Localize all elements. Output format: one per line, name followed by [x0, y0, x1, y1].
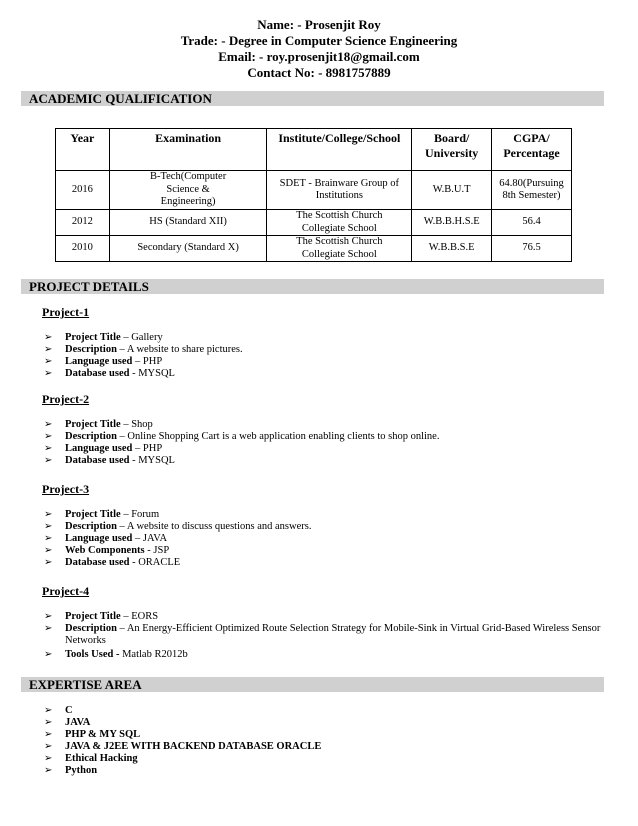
- list-item: ➢ Language used – JAVA: [44, 533, 168, 544]
- list-item: ➢ Project Title – Gallery: [44, 332, 163, 343]
- cell-board: W.B.B.H.S.E: [412, 210, 492, 236]
- list-item: ➢ C: [44, 705, 73, 716]
- email-line: Email: - roy.prosenjit18@gmail.com: [218, 49, 420, 64]
- list-item: ➢ Description – Online Shopping Cart is a web application enabling clients to shop online.: [44, 431, 440, 442]
- arrow-bullet-icon: ➢: [44, 356, 53, 367]
- project-2-details: [44, 419, 439, 467]
- trade-line: Trade: - Degree in Computer Science Engineering: [180, 33, 458, 48]
- list-item: ➢ Python: [44, 765, 98, 776]
- cell-year: 2012: [56, 210, 110, 236]
- arrow-bullet-icon: ➢: [44, 765, 53, 776]
- list-item: ➢ Ethical Hacking: [44, 753, 138, 764]
- table-row: [56, 236, 572, 262]
- list-item: ➢ Language used – PHP: [44, 443, 163, 454]
- arrow-bullet-icon: ➢: [44, 649, 53, 660]
- arrow-bullet-icon: ➢: [44, 431, 53, 442]
- cell-exam: Secondary (Standard X): [109, 236, 267, 262]
- expertise-list: [44, 705, 321, 777]
- arrow-bullet-icon: ➢: [44, 545, 53, 556]
- cell-institute: SDET - Brainware Group of Institutions: [267, 171, 412, 210]
- project-3-details: [44, 509, 311, 569]
- list-item: ➢ Database used - MYSQL: [44, 368, 175, 379]
- arrow-bullet-icon: ➢: [44, 623, 53, 634]
- col-header-board: Board/ University: [412, 129, 492, 171]
- table-row: [56, 171, 572, 210]
- list-item: ➢ Database used - ORACLE: [44, 557, 181, 568]
- expertise-heading: EXPERTISE AREA: [21, 677, 604, 692]
- col-header-examination: Examination: [109, 129, 267, 171]
- table-header-row: [56, 129, 572, 171]
- project-4-title: Project-4: [42, 584, 90, 598]
- resume-header: [0, 17, 638, 81]
- list-item: ➢ Description – A website to discuss questions and answers.: [44, 521, 312, 532]
- list-item: ➢ Language used – PHP: [44, 356, 163, 367]
- list-item: ➢ Description – A website to share pictures.: [44, 344, 243, 355]
- cell-year: 2016: [56, 171, 110, 210]
- list-item: ➢ Web Components - JSP: [44, 545, 170, 556]
- arrow-bullet-icon: ➢: [44, 419, 53, 430]
- name-line: Name: - Prosenjit Roy: [257, 17, 381, 32]
- arrow-bullet-icon: ➢: [44, 521, 53, 532]
- project-heading: PROJECT DETAILS: [21, 279, 604, 294]
- list-item: ➢ Project Title – EORS: [44, 611, 159, 622]
- arrow-bullet-icon: ➢: [44, 455, 53, 466]
- cell-score: 76.5: [492, 236, 572, 262]
- arrow-bullet-icon: ➢: [44, 753, 53, 764]
- cell-exam: B-Tech(Computer Science & Engineering): [109, 171, 267, 210]
- arrow-bullet-icon: ➢: [44, 533, 53, 544]
- project-1-details: [44, 332, 243, 380]
- arrow-bullet-icon: ➢: [44, 729, 53, 740]
- arrow-bullet-icon: ➢: [44, 344, 53, 355]
- cell-score: 64.80(Pursuing 8th Semester): [492, 171, 572, 210]
- project-2-title: Project-2: [42, 392, 90, 406]
- arrow-bullet-icon: ➢: [44, 509, 53, 520]
- arrow-bullet-icon: ➢: [44, 368, 53, 379]
- arrow-bullet-icon: ➢: [44, 705, 53, 716]
- list-item: ➢ Tools Used - Matlab R2012b: [44, 649, 188, 660]
- list-item: ➢ JAVA & J2EE WITH BACKEND DATABASE ORACLE: [44, 741, 322, 752]
- project-1-title: Project-1: [42, 305, 90, 319]
- arrow-bullet-icon: ➢: [44, 717, 53, 728]
- arrow-bullet-icon: ➢: [44, 741, 53, 752]
- cell-year: 2010: [56, 236, 110, 262]
- cell-exam: HS (Standard XII): [109, 210, 267, 236]
- academic-heading: ACADEMIC QUALIFICATION: [21, 91, 604, 106]
- list-item: ➢ JAVA: [44, 717, 91, 728]
- table-row: [56, 210, 572, 236]
- project-3-title: Project-3: [42, 482, 90, 496]
- list-item: ➢ Project Title – Forum: [44, 509, 160, 520]
- col-header-year: Year: [56, 129, 110, 171]
- list-item: ➢ Database used - MYSQL: [44, 455, 175, 466]
- col-header-institute: Institute/College/School: [267, 129, 412, 171]
- cell-institute: The Scottish Church Collegiate School: [267, 210, 412, 236]
- col-header-cgpa: CGPA/ Percentage: [492, 129, 572, 171]
- arrow-bullet-icon: ➢: [44, 332, 53, 343]
- list-item: ➢ Project Title – Shop: [44, 419, 153, 430]
- cell-score: 56.4: [492, 210, 572, 236]
- project-4-details: [44, 611, 604, 661]
- cell-institute: The Scottish Church Collegiate School: [267, 236, 412, 262]
- arrow-bullet-icon: ➢: [44, 611, 53, 622]
- contact-line: Contact No: - 8981757889: [247, 65, 391, 80]
- academic-table: [55, 128, 572, 262]
- list-item: ➢ PHP & MY SQL: [44, 729, 141, 740]
- cell-board: W.B.U.T: [412, 171, 492, 210]
- arrow-bullet-icon: ➢: [44, 557, 53, 568]
- list-item: ➢ Description – An Energy-Efficient Optimized Route Selection Strategy for Mobile-Sink in Virtual Grid-Based Wireless Sensor Networks: [44, 623, 601, 646]
- arrow-bullet-icon: ➢: [44, 443, 53, 454]
- cell-board: W.B.B.S.E: [412, 236, 492, 262]
